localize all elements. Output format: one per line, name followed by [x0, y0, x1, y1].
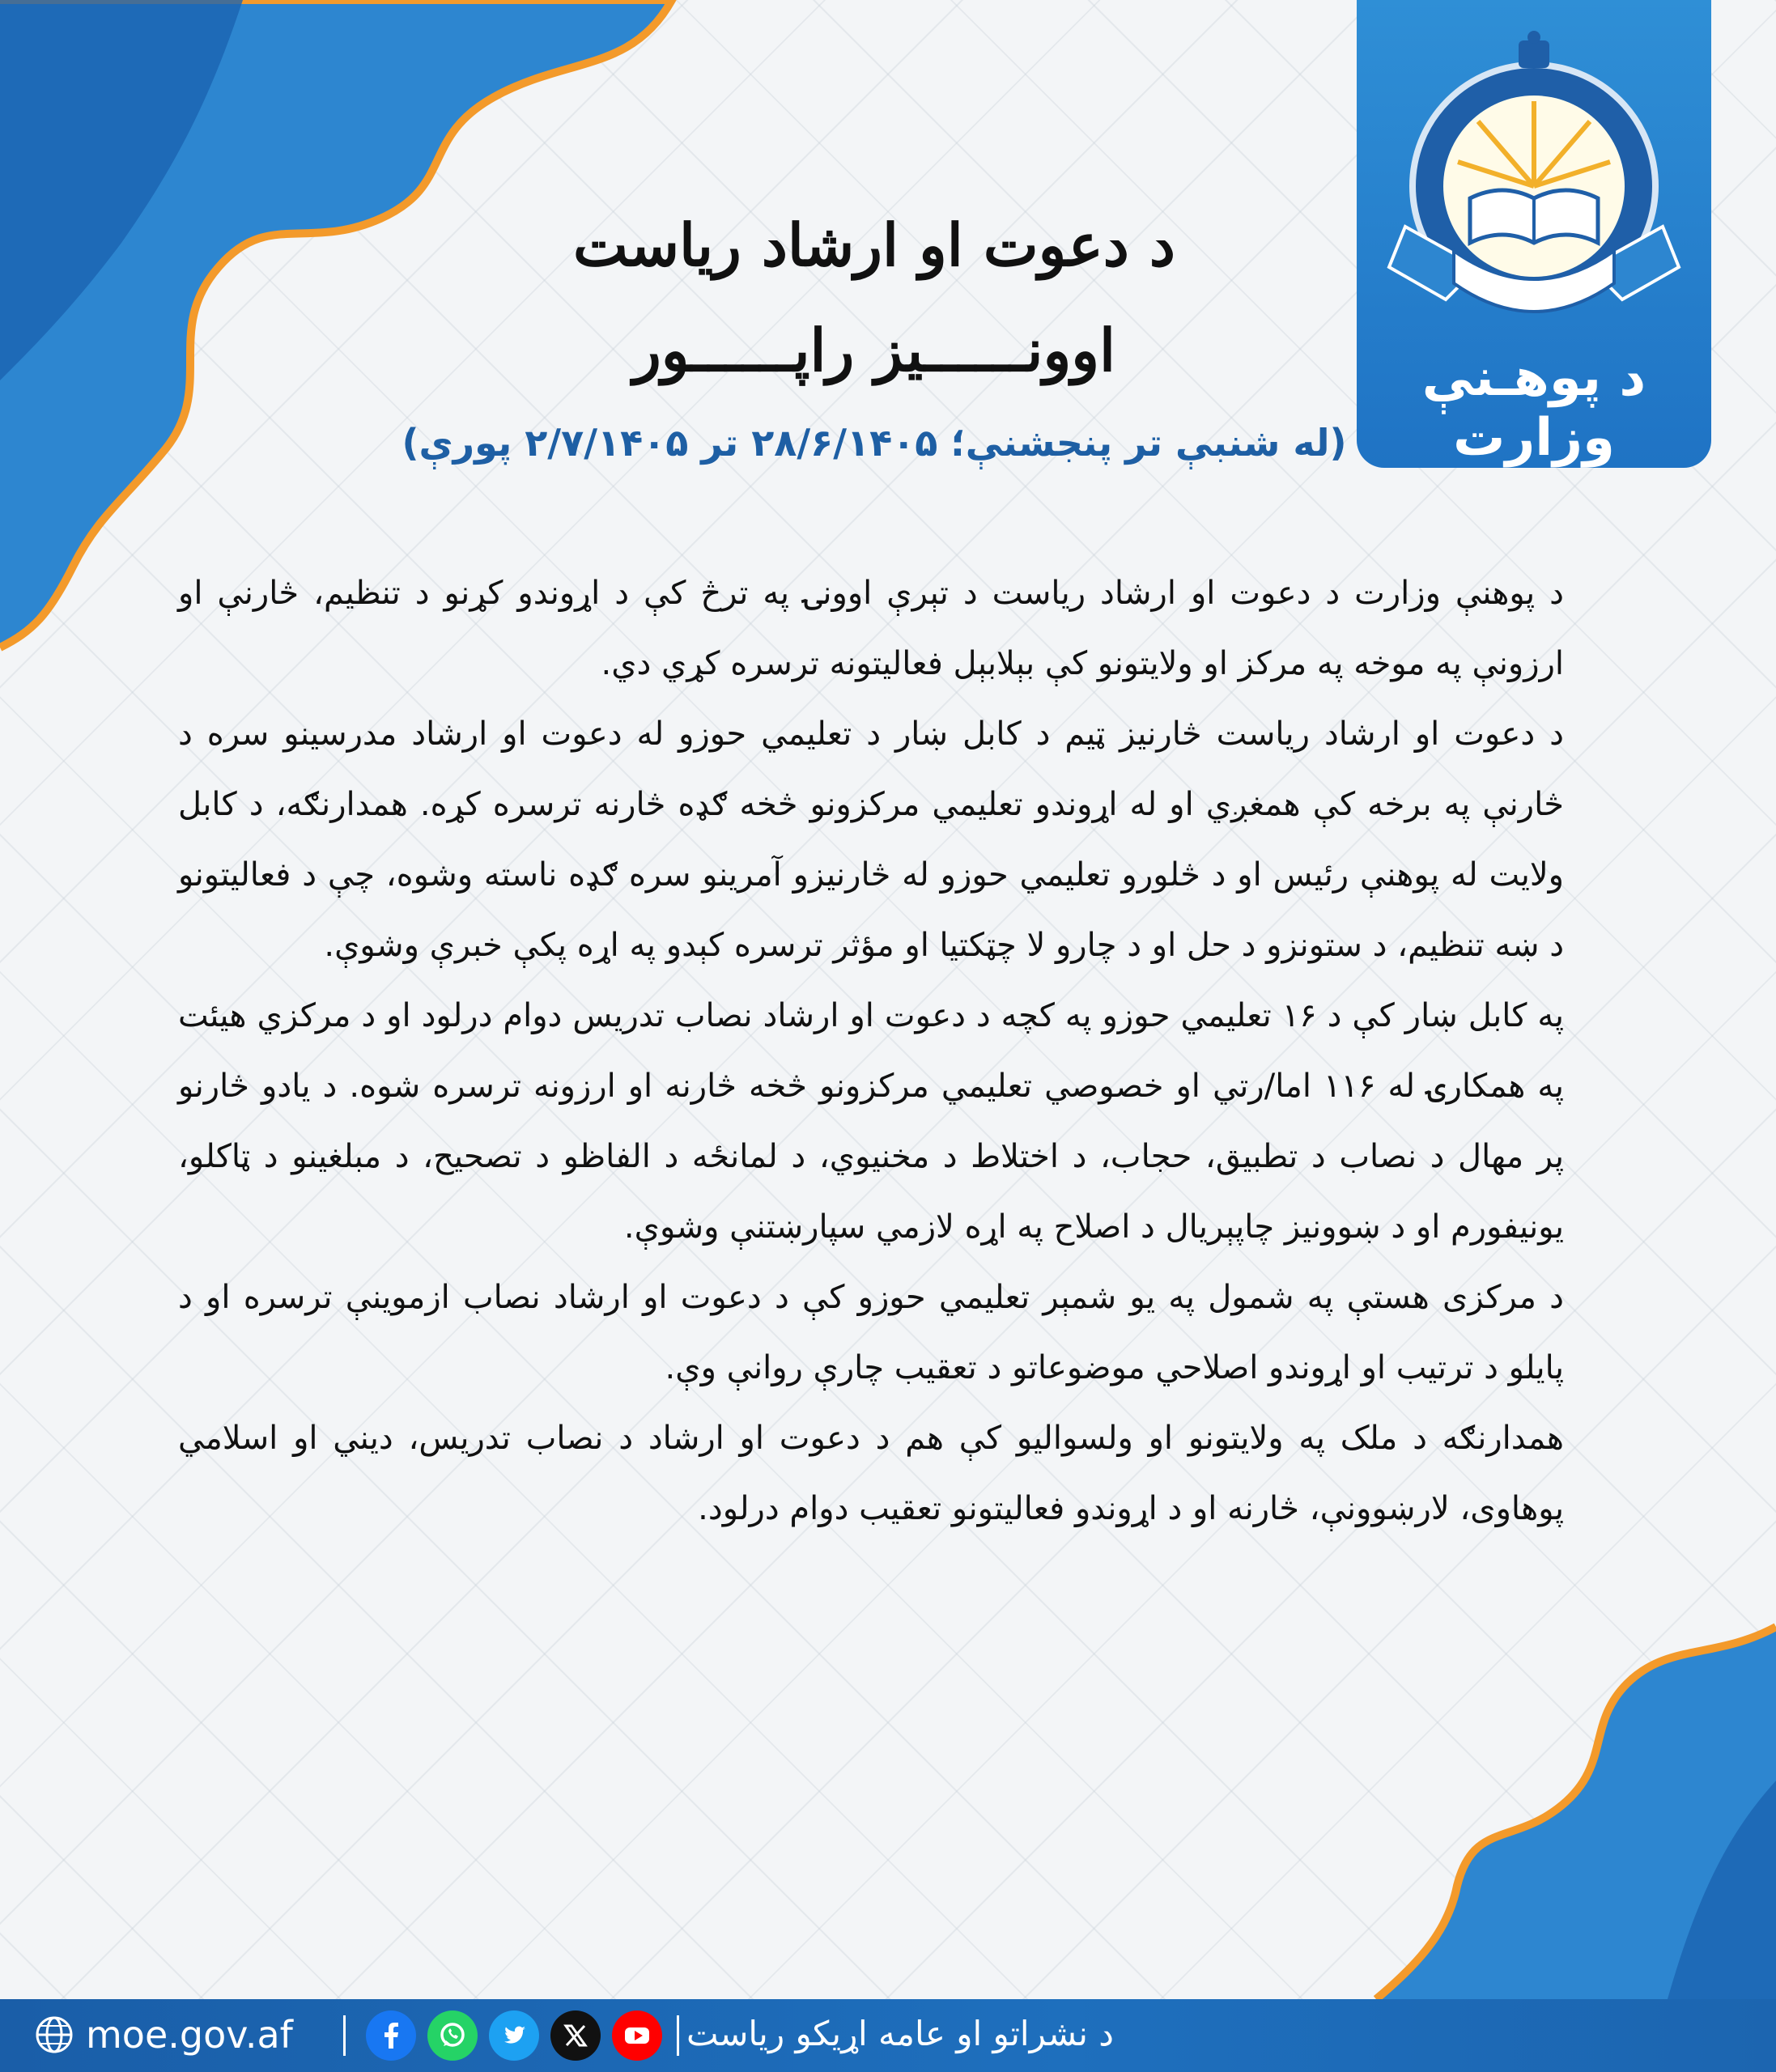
facebook-icon[interactable]	[366, 2010, 416, 2061]
report-body	[178, 558, 1564, 1544]
paragraph: د مرکزی هستې په شمول په یو شمېر تعلیمي حوزو کې د دعوت او ارشاد نصاب ازموینې ترسره او د پایلو د ترتیب او اړوندو اصلاحي موضوعاتو د تعقیب چارې روانې وې.	[178, 1279, 1564, 1386]
paragraph: په کابل ښار کې د ۱۶ تعلیمي حوزو په کچه د دعوت او ارشاد نصاب تدریس دوام درلود او د مرکزي هیئت په همکارۍ له ۱۱۶ اما/رتي او خصوصي تعلیمي مرکزونو څخه څارنه او ارزونه ترسره شوه. د یادو څارنو پر مهال د نصاب د تطبیق، حجاب، د اختلاط د مخنیوي، د لمانځه د الفاظو د تصحیح، د مبلغینو د ټاکلو، یونیفورم او د ښوونیز چاپېریال د اصلاح په اړه لازمي سپارښتنې وشوې.	[178, 997, 1565, 1246]
paragraph: د پوهنې وزارت د دعوت او ارشاد ریاست د تېرې اوونۍ په ترڅ کې د اړوندو کړنو د تنظیم، څارنې او ارزونې په موخه په مرکز او ولایتونو کې بېلابېل فعالیتونه ترسره کړي دي.	[178, 575, 1564, 682]
page-subtitle: اوونــــــیز راپــــــور	[632, 316, 1115, 384]
ministry-logo	[1357, 0, 1711, 468]
twitter-icon[interactable]	[489, 2010, 539, 2061]
ministry-emblem-icon	[1357, 24, 1711, 356]
ministry-name: د پوهـنې وزارت	[1421, 348, 1646, 468]
social-links	[366, 2010, 662, 2061]
paragraph: د دعوت او ارشاد ریاست څارنیز ټیم د کابل ښار د تعلیمي حوزو له دعوت او ارشاد مدرسینو سره د څارنې په برخه کې همغږي او له اړوندو تعلیمي مرکزونو څخه ګډه څارنه ترسره کړه. همدارنګه، د کابل ولایت له پوهنې رئیس او د څلورو تعلیمي حوزو له څارنیزو آمرینو سره ګډه ناسته وشوه، چې د فعالیتونو د ښه تنظیم، د ستونزو د حل او د چارو لا چټکتیا او مؤثر ترسره کېدو په اړه پکې خبرې وشوې.	[178, 715, 1564, 964]
page-title: د دعوت او ارشاد ریاست	[573, 210, 1175, 279]
whatsapp-icon[interactable]	[427, 2010, 478, 2061]
youtube-icon[interactable]	[612, 2010, 662, 2061]
office-name: د نشراتو او عامه اړیکو ریاست	[686, 2014, 1114, 2053]
globe-icon	[34, 2015, 74, 2055]
website-label: moe.gov.af	[86, 2013, 293, 2057]
footer-divider	[677, 2015, 679, 2056]
footer-bar	[0, 1999, 1776, 2072]
report-date-range: (له شنبې تر پنجشنې؛ ۲۸/۶/۱۴۰۵ تر ۲/۷/۱۴۰۵ پورې)	[402, 421, 1347, 465]
paragraph: همدارنګه د ملک په ولایتونو او ولسوالیو کې هم د دعوت او ارشاد د نصاب تدریس، دیني او اسلامي پوهاوی، لارښوونې، څارنه او د اړوندو فعالیتونو تعقیب دوام درلود.	[178, 1420, 1564, 1527]
website-link[interactable]	[34, 2010, 293, 2059]
footer-divider	[343, 2015, 346, 2056]
x-icon[interactable]	[550, 2010, 601, 2061]
